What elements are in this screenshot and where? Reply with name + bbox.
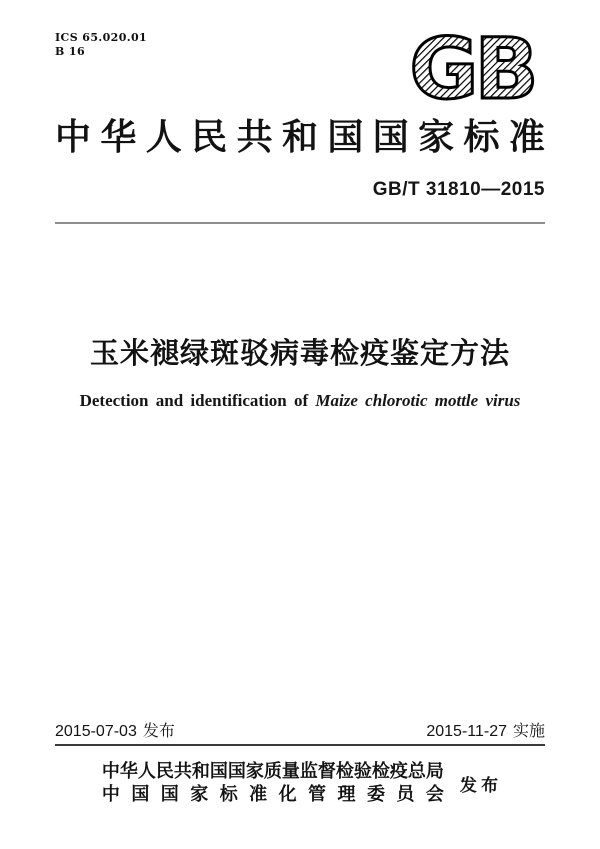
gb-logo-text: GB [409, 28, 535, 108]
release-label: 发 布 [459, 775, 499, 795]
issue-label: 发布 [142, 723, 175, 740]
top-divider [55, 222, 545, 224]
classification-code: B 16 [55, 45, 86, 58]
implementation-date: 2015-11-27 [426, 723, 507, 740]
ics-code: ICS 65.020.01 [55, 31, 148, 44]
title-en-virus-name: Maize chlorotic mottle virus [315, 391, 521, 410]
implementation-label: 实施 [512, 723, 545, 740]
publisher-line-1: 中华人民共和国国家质量监督检验检疫总局 [101, 761, 444, 781]
document-title-en [0, 391, 600, 411]
gb-logo-icon [396, 28, 548, 108]
gb-logo [396, 28, 548, 113]
issue-date-cell [55, 718, 175, 741]
standard-number: GB/T 31810—2015 [372, 179, 545, 200]
standard-header: 中 华 人 民 共 和 国 国 家 标 准 [55, 117, 545, 157]
publisher-block [0, 760, 600, 806]
issue-date: 2015-07-03 [55, 723, 137, 740]
ics-block [55, 31, 147, 59]
publisher-line-2: 中 国 国 家 标 准 化 管 理 委 员 会 [101, 784, 444, 804]
implementation-date-cell [426, 718, 545, 741]
bottom-divider [55, 744, 545, 746]
dates-row [55, 718, 545, 741]
publisher-lines [102, 760, 444, 806]
title-en-prefix: Detection and identification of [79, 391, 309, 410]
document-title-cn: 玉米褪绿斑驳病毒检疫鉴定方法 [89, 338, 510, 370]
